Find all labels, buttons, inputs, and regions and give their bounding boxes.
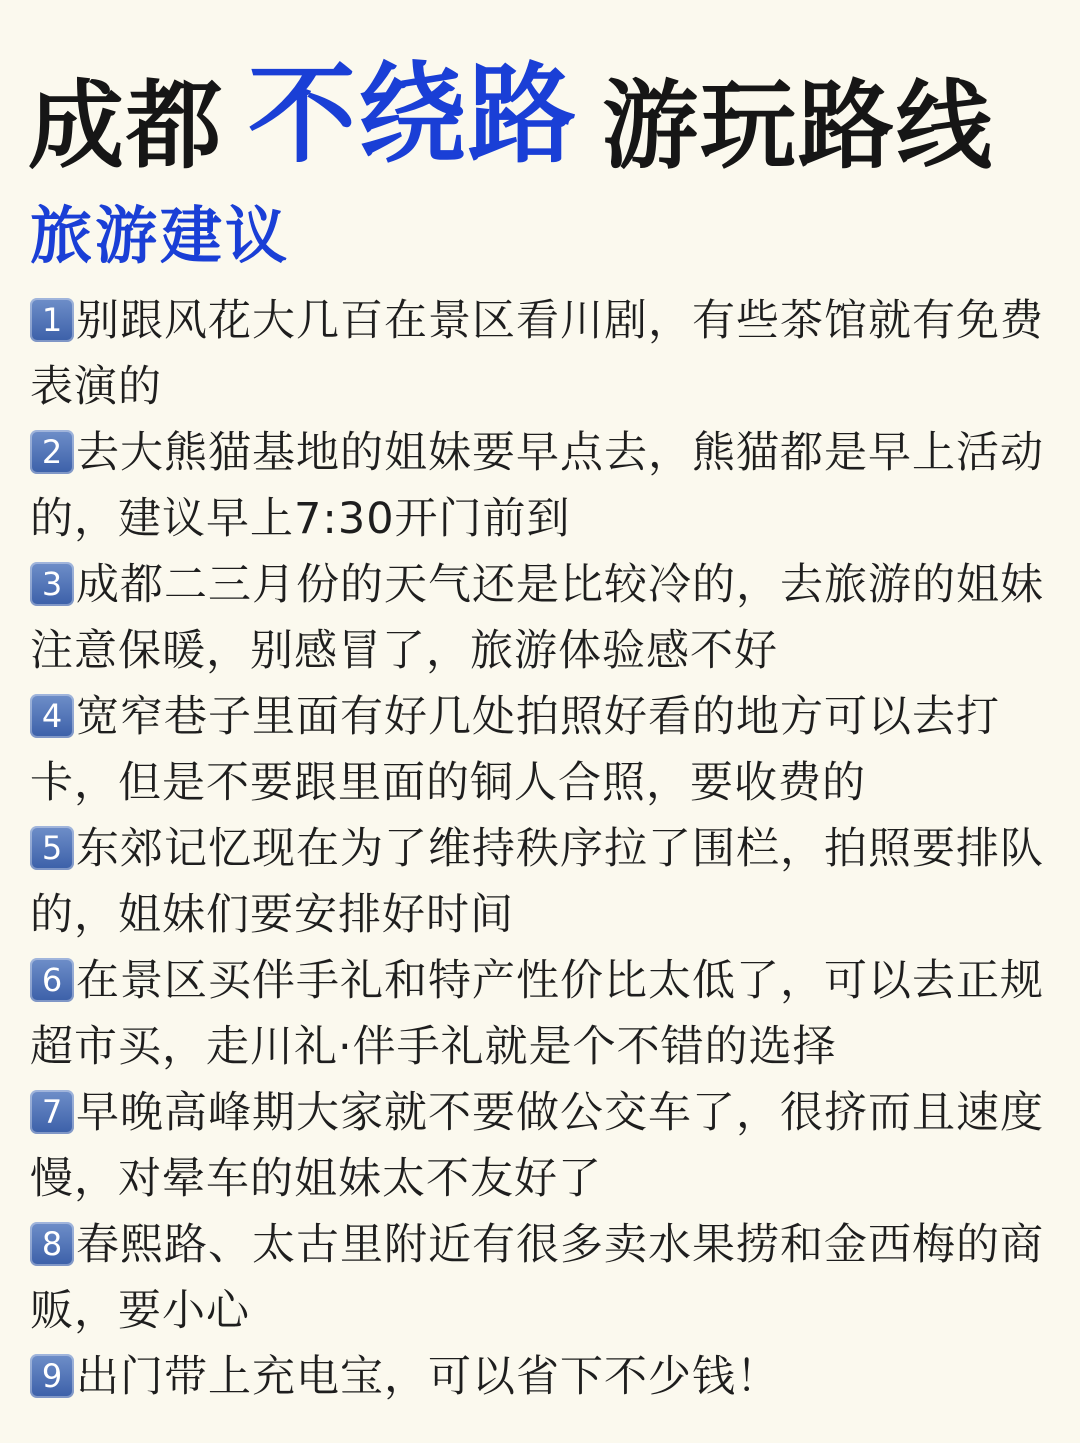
number-badge-icon: 1 <box>30 298 74 342</box>
tip-text: 成都二三月份的天气还是比较冷的，去旅游的姐妹注意保暖，别感冒了，旅游体验感不好 <box>30 560 1044 676</box>
tip-item-4 <box>30 684 1050 816</box>
tip-text: 春熙路、太古里附近有很多卖水果捞和金西梅的商贩，要小心 <box>30 1220 1044 1336</box>
tip-text: 在景区买伴手礼和特产性价比太低了，可以去正规超市买，走川礼·伴手礼就是个不错的选择 <box>30 956 1044 1072</box>
title-highlight: 不绕路 <box>248 53 579 179</box>
title-part-route: 游玩路线 <box>602 70 995 183</box>
number-badge-icon: 3 <box>30 562 74 606</box>
page-title <box>28 49 1058 199</box>
tip-item-1 <box>30 288 1050 420</box>
tip-item-7 <box>30 1080 1050 1212</box>
tip-text: 别跟风花大几百在景区看川剧，有些茶馆就有免费表演的 <box>30 296 1044 412</box>
tip-text: 早晚高峰期大家就不要做公交车了，很挤而且速度慢，对晕车的姐妹太不友好了 <box>30 1088 1044 1204</box>
number-badge-icon: 9 <box>30 1354 74 1398</box>
number-badge-icon: 2 <box>30 430 74 474</box>
tip-text: 去大熊猫基地的姐妹要早点去，熊猫都是早上活动的，建议早上7:30开门前到 <box>30 428 1044 544</box>
tip-item-6 <box>30 948 1050 1080</box>
number-badge-icon: 4 <box>30 694 74 738</box>
tip-item-8 <box>30 1212 1050 1344</box>
tip-item-3 <box>30 552 1050 684</box>
number-badge-icon: 8 <box>30 1222 74 1266</box>
tip-item-9 <box>30 1344 1050 1410</box>
tip-text: 东郊记忆现在为了维持秩序拉了围栏，拍照要排队的，姐妹们要安排好时间 <box>30 824 1044 940</box>
number-badge-icon: 7 <box>30 1090 74 1134</box>
number-badge-icon: 5 <box>30 826 74 870</box>
number-badge-icon: 6 <box>30 958 74 1002</box>
tip-text: 宽窄巷子里面有好几处拍照好看的地方可以去打卡，但是不要跟里面的铜人合照，要收费的 <box>30 692 1000 808</box>
tip-item-5 <box>30 816 1050 948</box>
tip-item-2 <box>30 420 1050 552</box>
title-part-chengdu: 成都 <box>28 70 224 183</box>
tips-list <box>30 288 1050 1410</box>
section-heading: 旅游建议 <box>30 199 291 272</box>
tip-text: 出门带上充电宝，可以省下不少钱！ <box>76 1352 780 1402</box>
